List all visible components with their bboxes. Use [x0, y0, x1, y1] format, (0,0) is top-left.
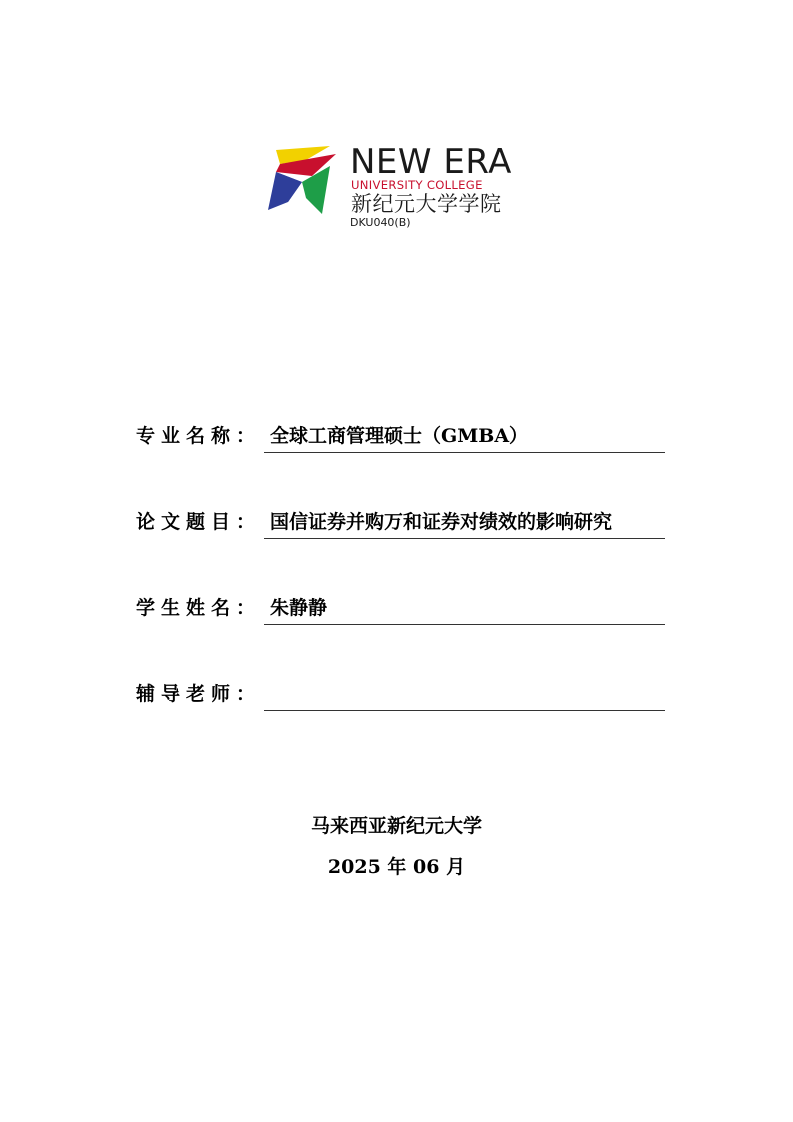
logo-emblem-icon [266, 144, 350, 216]
underline [264, 710, 665, 711]
underline [264, 624, 665, 625]
field-value: 朱静静 [270, 597, 328, 619]
field-label: 辅导老师： [136, 683, 262, 705]
footer-university: 马来西亚新纪元大学 [310, 815, 482, 837]
field-label: 专业名称： [136, 425, 262, 447]
field-major [136, 423, 666, 453]
footer-date: 2025 年 06 月 [327, 856, 466, 878]
field-value: 全球工商管理硕士（GMBA） [270, 425, 529, 447]
field-student-name [136, 595, 666, 625]
logo-chinese-name: 新纪元大学学院 [351, 192, 502, 216]
underline [264, 538, 665, 539]
logo-code: DKU040(B) [350, 216, 411, 229]
field-value: 国信证券并购万和证券对绩效的影响研究 [270, 511, 613, 533]
field-advisor [136, 681, 666, 711]
field-thesis-title [136, 509, 666, 539]
field-label: 论文题目： [136, 511, 262, 533]
university-logo [266, 144, 522, 232]
logo-wordmark: NEW ERA [350, 142, 512, 182]
field-label: 学生姓名： [136, 597, 262, 619]
underline [264, 452, 665, 453]
logo-subtitle: UNIVERSITY COLLEGE [351, 178, 483, 192]
